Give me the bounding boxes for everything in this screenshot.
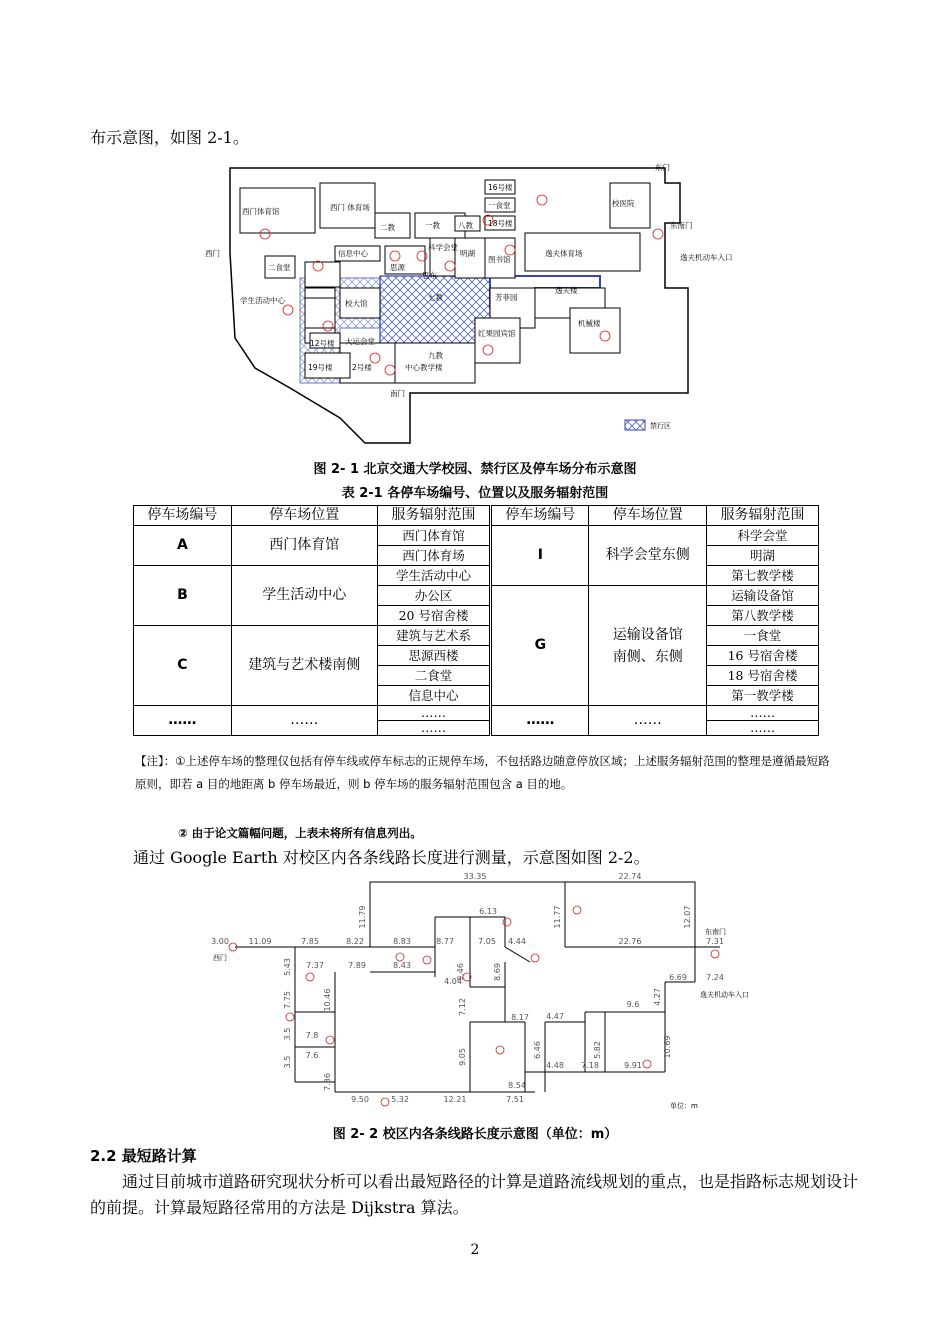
svg-text:11.77: 11.77	[553, 905, 562, 929]
map-label-two: 2号楼	[352, 363, 372, 372]
table-note-2: ② 由于论文篇幅问题，上表未将所有信息列出。	[178, 826, 422, 840]
route-node-d	[326, 1036, 334, 1044]
svg-text:9.6: 9.6	[626, 1000, 640, 1009]
svg-text:9.50: 9.50	[351, 1095, 369, 1104]
map-label-dayuntong: 大运会堂	[345, 337, 375, 346]
route-node-k	[573, 906, 581, 914]
table-row: 西门体育场 明湖	[134, 546, 819, 566]
map-label-xinxi: 信息中心	[338, 249, 368, 258]
svg-text:3.5: 3.5	[283, 1055, 292, 1069]
legend-label: 禁行区	[650, 422, 671, 430]
svg-text:8.77: 8.77	[436, 937, 454, 946]
svg-text:7.18: 7.18	[581, 1061, 599, 1070]
map-label-yifu-tiyuchang: 逸夫体育场	[545, 249, 583, 258]
header-loc-left: 停车场位置	[231, 506, 377, 526]
route-node-f	[396, 953, 404, 961]
legend-swatch	[625, 420, 645, 430]
fig2-unit-label: 单位：m	[670, 1102, 698, 1110]
header-loc-right: 停车场位置	[589, 506, 707, 526]
map-label-yijiao: 一教	[425, 221, 440, 230]
figure-2-1-caption: 图 2- 1 北京交通大学校园、禁行区及停车场分布示意图	[313, 462, 637, 477]
map-label-twelve: 12号楼	[310, 339, 335, 348]
route-node-h	[423, 956, 431, 964]
svg-text:8.43: 8.43	[393, 961, 411, 970]
table-row: 办公区 G 运输设备馆 南侧、东侧 运输设备馆	[134, 586, 819, 606]
map-label-ershitang: 二食堂	[268, 263, 291, 272]
map-label-siyuan: 思源	[390, 263, 405, 272]
svg-text:12.07: 12.07	[683, 905, 692, 929]
svg-text:22.76: 22.76	[618, 937, 642, 946]
map-label-sixteen: 16号楼	[488, 183, 513, 192]
table-note-1: 【注】：①上述停车场的整理仅包括有停车线或停车标志的正规停车场，不包括路边随意停放区域；上述服务辐射范围的整理是遵循最短路原则，即若 a 目的地距离 b 停车场最近，则 b 停车场的服务辐射范围包含 a 目的地。	[135, 754, 830, 791]
table-row: B 学生活动中心 学生活动中心 第七教学楼	[134, 566, 819, 586]
route-node-e	[381, 1098, 389, 1106]
svg-text:6.13: 6.13	[479, 907, 497, 916]
svg-text:7.6: 7.6	[305, 1051, 319, 1060]
map-label-dongnanmen: 东南门	[670, 221, 693, 230]
table-2-1-caption: 表 2-1 各停车场编号、位置以及服务辐射范围	[341, 486, 609, 501]
svg-text:33.35: 33.35	[463, 872, 487, 881]
svg-text:7.89: 7.89	[348, 961, 366, 970]
map-label-dongmen: 东门	[655, 163, 670, 172]
header-range-left: 服务辐射范围	[377, 506, 491, 526]
fig2-dongnanmen-label: 东南门	[705, 928, 726, 936]
table-row: …… ……	[134, 721, 819, 736]
svg-text:7.85: 7.85	[301, 937, 319, 946]
svg-text:11.79: 11.79	[358, 905, 367, 929]
svg-text:12.21: 12.21	[443, 1095, 467, 1104]
map-label-jixielou: 机械楼	[578, 319, 601, 328]
svg-text:9.05: 9.05	[458, 1048, 467, 1066]
svg-text:8.83: 8.83	[393, 937, 411, 946]
svg-text:7.8: 7.8	[305, 1031, 319, 1040]
svg-text:7.51: 7.51	[506, 1095, 524, 1104]
parking-table	[133, 505, 819, 736]
table-row: C 建筑与艺术楼南侧 建筑与艺术系 一食堂	[134, 626, 819, 646]
svg-text:9.46: 9.46	[456, 963, 465, 981]
figure-2-2-caption: 图 2- 2 校区内各条线路长度示意图（单位：m）	[332, 1127, 618, 1142]
svg-text:8.69: 8.69	[493, 963, 502, 981]
map-label-tushuguan: 图书馆	[488, 255, 511, 264]
svg-text:7.31: 7.31	[706, 937, 724, 946]
map-label-nanmen: 南门	[390, 389, 405, 398]
paragraph-google-earth: 通过 Google Earth 对校区内各条线路长度进行测量，示意图如图 2-2。	[133, 848, 650, 867]
table-row: 思源西楼 16 号宿舍楼	[134, 646, 819, 666]
section-heading: 2.2 最短路计算	[90, 1147, 197, 1165]
route-node-m	[496, 1046, 504, 1054]
route-node-o	[531, 954, 539, 962]
route-node-c	[306, 973, 314, 981]
svg-text:3.5: 3.5	[283, 1027, 292, 1041]
table-row: 20 号宿舍楼 第八教学楼	[134, 606, 819, 626]
svg-text:10.46: 10.46	[323, 988, 332, 1012]
map-label-jianyi: 校大馆	[345, 299, 368, 308]
svg-text:5.43: 5.43	[283, 958, 292, 976]
route-node-l	[643, 1060, 651, 1068]
map-label-zhongxin: 中心教学楼	[405, 363, 443, 372]
svg-text:4.48: 4.48	[546, 1061, 564, 1070]
svg-text:4.04: 4.04	[444, 977, 462, 986]
road-length-figure	[205, 872, 749, 1112]
map-label-eighteen: 18号楼	[488, 219, 513, 228]
map-label-xuesheng: 学生活动中心	[240, 296, 285, 305]
map-label-mingzhu: 明湖	[460, 249, 475, 258]
paragraph-shortest-path: 通过目前城市道路研究现状分析可以看出最短路径的计算是道路流线规划的重点，也是指路标志规划设计的前提。计算最短路径常用的方法是 Dijkstra 算法。	[90, 1172, 859, 1217]
svg-text:4.44: 4.44	[508, 937, 526, 946]
svg-text:10.69: 10.69	[663, 1035, 672, 1059]
map-label-nineteen: 19号楼	[308, 363, 333, 372]
map-label-yishitang: 一食堂	[488, 201, 511, 210]
svg-text:7.05: 7.05	[478, 937, 496, 946]
svg-text:8.17: 8.17	[511, 1013, 529, 1022]
route-node-g	[503, 918, 511, 926]
table-header-row	[134, 506, 819, 526]
map-label-ximen-tiyuguan: 西门体育馆	[242, 207, 280, 216]
map-label-kexuehuitang: 科学会堂	[428, 243, 458, 252]
svg-text:22.74: 22.74	[618, 872, 642, 881]
map-label-bajiao: 八教	[458, 221, 473, 230]
map-label-yifulou: 逸夫楼	[555, 286, 578, 295]
svg-text:5.82: 5.82	[593, 1041, 602, 1059]
page-number: 2	[470, 1242, 480, 1258]
svg-text:7.75: 7.75	[283, 991, 292, 1009]
table-row: 二食堂 18 号宿舍楼	[134, 666, 819, 686]
map-label-sidong: 思东	[422, 271, 437, 280]
fig2-ximen-label: 西门	[213, 954, 227, 962]
map-label-ximen-tiyuchang: 西门 体育场	[330, 203, 370, 212]
svg-text:3.00: 3.00	[211, 937, 229, 946]
fig2-yifu-label: 逸夫机动车入口	[700, 991, 749, 999]
map-label-qijiao: 七教	[428, 293, 443, 302]
route-node-n	[711, 950, 719, 958]
header-range-right: 服务辐射范围	[707, 506, 819, 526]
intro-text: 布示意图，如图 2-1。	[90, 128, 249, 147]
map-label-fangfei: 芳菲园	[495, 293, 518, 302]
map-label-erjiao: 二教	[380, 223, 395, 232]
svg-text:7.37: 7.37	[306, 961, 324, 970]
svg-text:7.24: 7.24	[706, 973, 724, 982]
svg-text:7.36: 7.36	[323, 1073, 332, 1091]
map-label-xiaoyiyuan: 校医院	[612, 199, 635, 208]
campus-map-figure	[200, 158, 733, 448]
svg-text:4.47: 4.47	[546, 1012, 564, 1021]
svg-text:8.54: 8.54	[508, 1081, 526, 1090]
svg-text:7.12: 7.12	[458, 998, 467, 1016]
map-label-jiujiao: 九教	[428, 351, 443, 360]
header-id-right: 停车场编号	[491, 506, 589, 526]
table-row: A 西门体育馆 西门体育馆 I 科学会堂东侧 科学会堂	[134, 526, 819, 546]
svg-text:11.09: 11.09	[248, 937, 272, 946]
table-row: 信息中心 第一教学楼	[134, 686, 819, 706]
svg-text:8.22: 8.22	[346, 937, 364, 946]
map-label-ximen: 西门	[205, 249, 220, 258]
map-label-yifu-entry: 逸夫机动车入口	[680, 253, 733, 262]
table-row: …… …… …… …… …… ……	[134, 706, 819, 721]
svg-text:6.69: 6.69	[669, 973, 687, 982]
svg-text:4.27: 4.27	[653, 988, 662, 1006]
header-id-left: 停车场编号	[134, 506, 232, 526]
svg-text:9.91: 9.91	[624, 1061, 642, 1070]
map-label-hongguo: 红果园宾馆	[478, 329, 516, 338]
svg-text:5.32: 5.32	[391, 1095, 409, 1104]
route-node-b	[286, 1013, 294, 1021]
svg-text:6.46: 6.46	[533, 1041, 542, 1059]
